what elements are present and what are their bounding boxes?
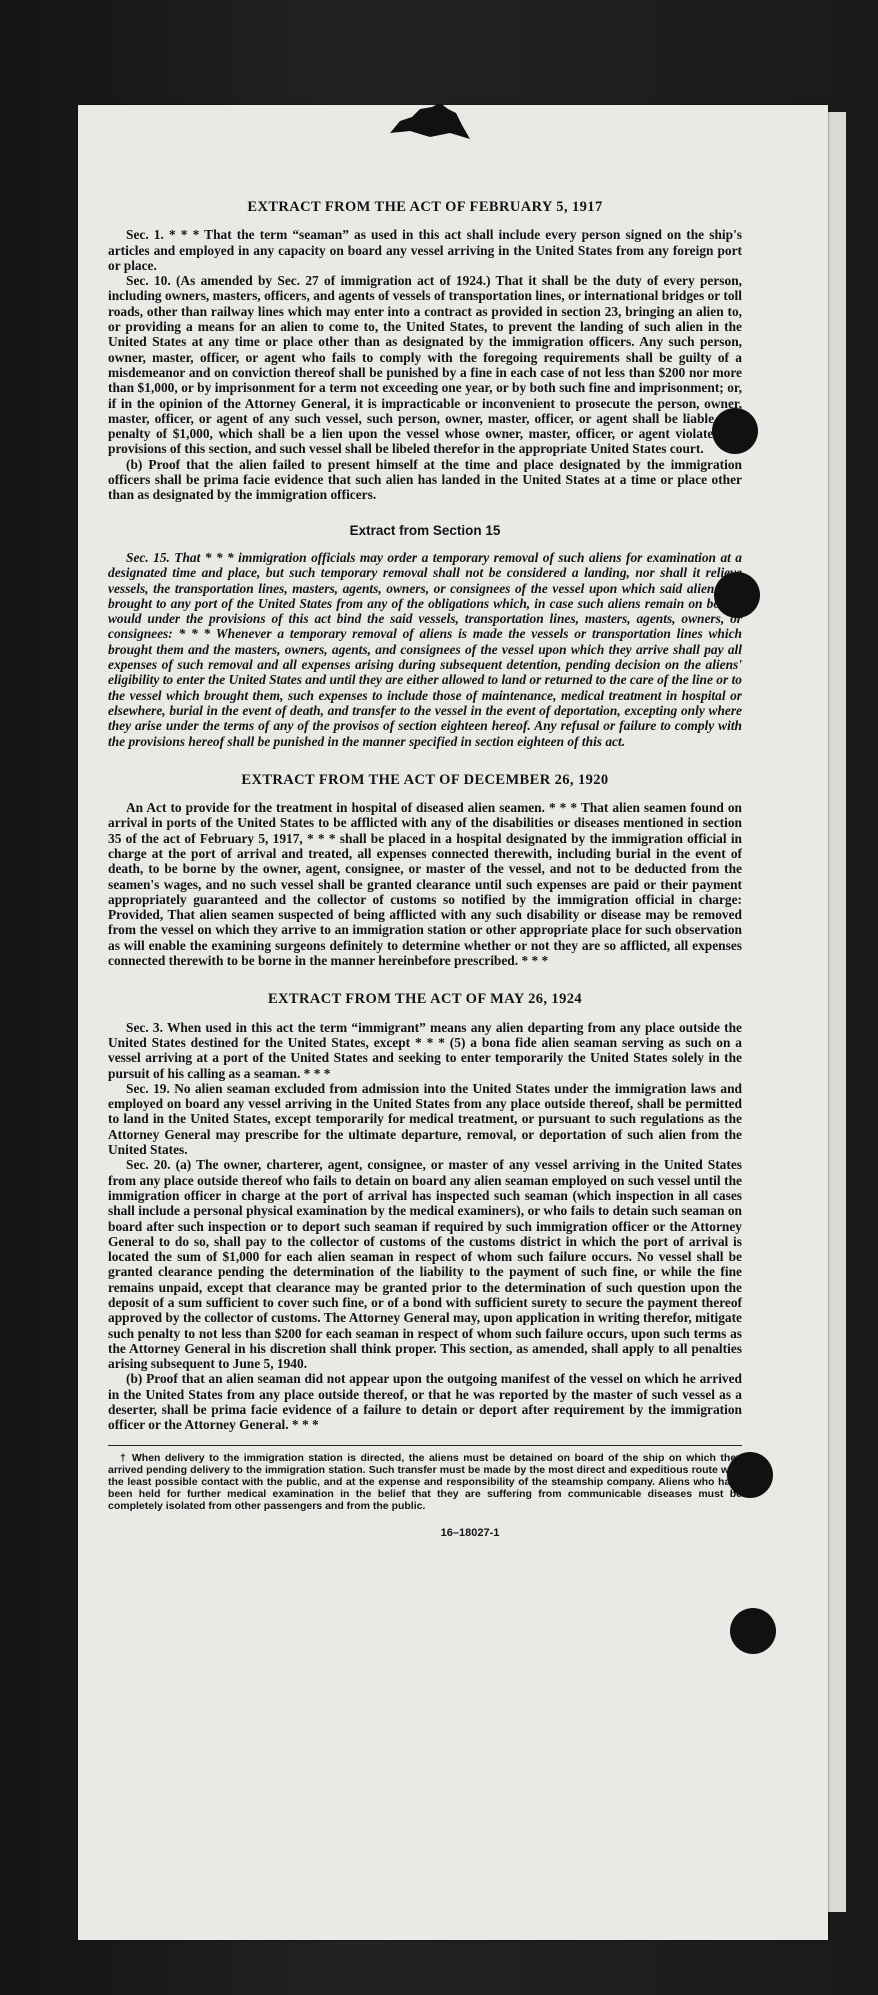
section-15-paragraph: Sec. 15. That * * * immigration officials may order a temporary removal of such aliens for examination at a designated time and place, but such temporary removal shall not be considered a landing, nor shall it relieve vessels, the transportation lines, masters, agents, owners, or consignees of the vessel upon which said aliens are brought to any port of the United States from any of the obligations which, in case such aliens remain on board, would under the provisions of this act bind the said vessels, transportation lines, masters, agents, owners, or consignees: * * * Whenever a temporary removal of aliens is made the vessels or transportation lines which brought them and the masters, owners, agents, and consignees of the vessel upon which they arrive shall pay all expenses of such removal and all expenses arising during subsequent detention, pending decision on the aliens' eligibility to enter the United States and until they are either allowed to land or returned to the care of the line or to the vessel which brought them, such expenses to include those of maintenance, medical treatment in hospital or elsewhere, burial in the event of death, and transfer to the vessel in the event of deportation, excepting only where they arise under the terms of any of the provisos of section eighteen hereof. Any refusal or failure to comply with the provisions hereof shall be punished in the manner specified in section eighteen of this act. <box>108 549 742 749</box>
section-19-paragraph: Sec. 19. No alien seaman excluded from admission into the United States under the immigration laws and employed on board any vessel arriving in the United States from any place outside thereof, shall be permitted to land in the United States, except temporarily for medical treatment, or pursuant to such regulations as the Attorney General may prescribe for the ultimate departure, removal, or deportation of such alien from the United States. <box>108 1080 742 1158</box>
heading-act-1917: EXTRACT FROM THE ACT OF FEBRUARY 5, 1917 <box>247 199 603 215</box>
footnote-text: † When delivery to the immigration station is directed, the aliens must be detained on board of the ship on which they arrived pending delivery to the immigration station. Such transfer must be made by the most direct and expeditious route with the least possible contact with the public, and at the expense and responsibility of the steamship company. Aliens who have been held for further medical examination in the belief that they are suffering from communicable diseases must be completely isolated from other passengers and from the public. <box>108 1451 742 1512</box>
footnote-block <box>108 1452 742 1512</box>
torn-corner-mark <box>390 103 470 143</box>
underlying-page-edge <box>828 112 846 1912</box>
section-10b-paragraph: (b) Proof that the alien failed to present himself at the time and place designated by the immigration officers shall be prima facie evidence that such alien has landed in the United States at a time or place other than as designated by the immigration officers. <box>108 456 742 503</box>
form-number: 16–18027-1 <box>440 1526 500 1539</box>
section-20b-paragraph: (b) Proof that an alien seaman did not appear upon the outgoing manifest of the vessel on which he arrived in the United States from any place outside thereof, or that he was reported by the master of such vessel as a deserter, shall be prima facie evidence of a failure to detain or deport after requirement by the immigration officer or the Attorney General. * * * <box>108 1371 742 1433</box>
section-20a-paragraph: Sec. 20. (a) The owner, charterer, agent, consignee, or master of any vessel arriving in the United States from any place outside thereof who fails to detain on board any alien seaman employed on such vessel until the immigration officer in charge at the port of arrival has inspected such seaman (which inspection in all cases shall include a personal physical examination by the medical examiners), or who fails to detain such seaman on board after such inspection or to deport such seaman if required by such immigration officer or the Attorney General to do so, shall pay to the collector of customs of the customs district in which the port of arrival is located the sum of $1,000 for each alien seaman in respect of whom such failure occurs. No vessel shall be granted clearance pending the determination of the liability to the payment of such fine, or while the fine remains unpaid, except that clearance may be granted prior to the determination of such question upon the deposit of a sum sufficient to cover such fine, or of a bond with sufficient surety to secure the payment thereof approved by the collector of customs. The Attorney General may, upon application in writing therefor, mitigate such penalty to not less than $200 for each seaman in respect of whom such failure occurs, upon such terms as the Attorney General in his discretion shall think proper. This section, as amended, shall apply to all penalties arising subsequent to June 5, 1940. <box>108 1157 742 1372</box>
footnote-divider <box>108 1445 742 1446</box>
heading-act-1924: EXTRACT FROM THE ACT OF MAY 26, 1924 <box>267 991 583 1008</box>
section-3-paragraph: Sec. 3. When used in this act the term “immigrant” means any alien departing from any place outside the United States destined for the United States, except * * * (5) a bona fide alien seaman serving as such on a vessel arriving at a port of the United States and seeking to enter temporarily the United States solely in the pursuit of his calling as a seaman. * * * <box>108 1019 742 1081</box>
heading-act-1920: EXTRACT FROM THE ACT OF DECEMBER 26, 1920 <box>241 771 609 788</box>
section-10-paragraph: Sec. 10. (As amended by Sec. 27 of immigration act of 1924.) That it shall be the duty of every person, including owners, masters, officers, and agents of vessels of transportation lines, or international bridges or toll roads, other than railway lines which may enter into a contract as provided in section 23, bringing an alien to, or providing a means for an alien to come to, the United States, to prevent the landing of such alien in the United States at any time or place other than as designated by the immigration officers. Any such person, owner, master, officer, or agent who fails to comply with the foregoing requirements shall be guilty of a misdemeanor and on conviction thereof shall be punished by a fine in each case of not less than $200 nor more than $1,000, or by imprisonment for a term not exceeding one year, or by both such fine and imprisonment; or, if in the opinion of the Attorney General, it is impracticable or inconvenient to prosecute the person, owner, master, officer, or agent of any such vessel, such person, owner, master, officer, or agent shall be liable to a penalty of $1,000, which shall be a lien upon the vessel whose owner, master, officer, or agent violates the provisions of this section, and such vessel shall be libeled therefor in the appropriate United States court. <box>108 273 742 457</box>
subheading-section-15: Extract from Section 15 <box>349 522 501 538</box>
punch-hole-4 <box>730 1608 776 1654</box>
section-1-paragraph: Sec. 1. * * * That the term “seaman” as used in this act shall include every person signed on the ship's articles and employed in any capacity on board any vessel arriving in the United States from any foreign port or place. <box>108 227 742 273</box>
document-text <box>108 200 742 1541</box>
act-1920-paragraph: An Act to provide for the treatment in hospital of diseased alien seamen. * * * That alien seamen found on arrival in ports of the United States to be afflicted with any of the disabilities or diseases mentioned in section 35 of the act of February 5, 1917, * * * shall be placed in a hospital designated by the immigration official in charge at the port of arrival and treated, all expenses connected therewith, including burial in the event of death, to be borne by the owner, agent, consignee, or master of the vessel, and not to be deducted from the seamen's wages, and no such vessel shall be granted clearance until such expenses are paid or their payment appropriately guaranteed and the collector of customs so notified by the immigration official in charge: Provided, That alien seamen suspected of being afflicted with any such disability or disease may be removed from the vessel on which they arrive to an immigration station or other appropriate place for such observation as will enable the examining surgeons definitely to determine whether or not they are so afflicted, all expenses connected therewith to be borne in the manner hereinbefore prescribed. * * * <box>108 800 742 969</box>
